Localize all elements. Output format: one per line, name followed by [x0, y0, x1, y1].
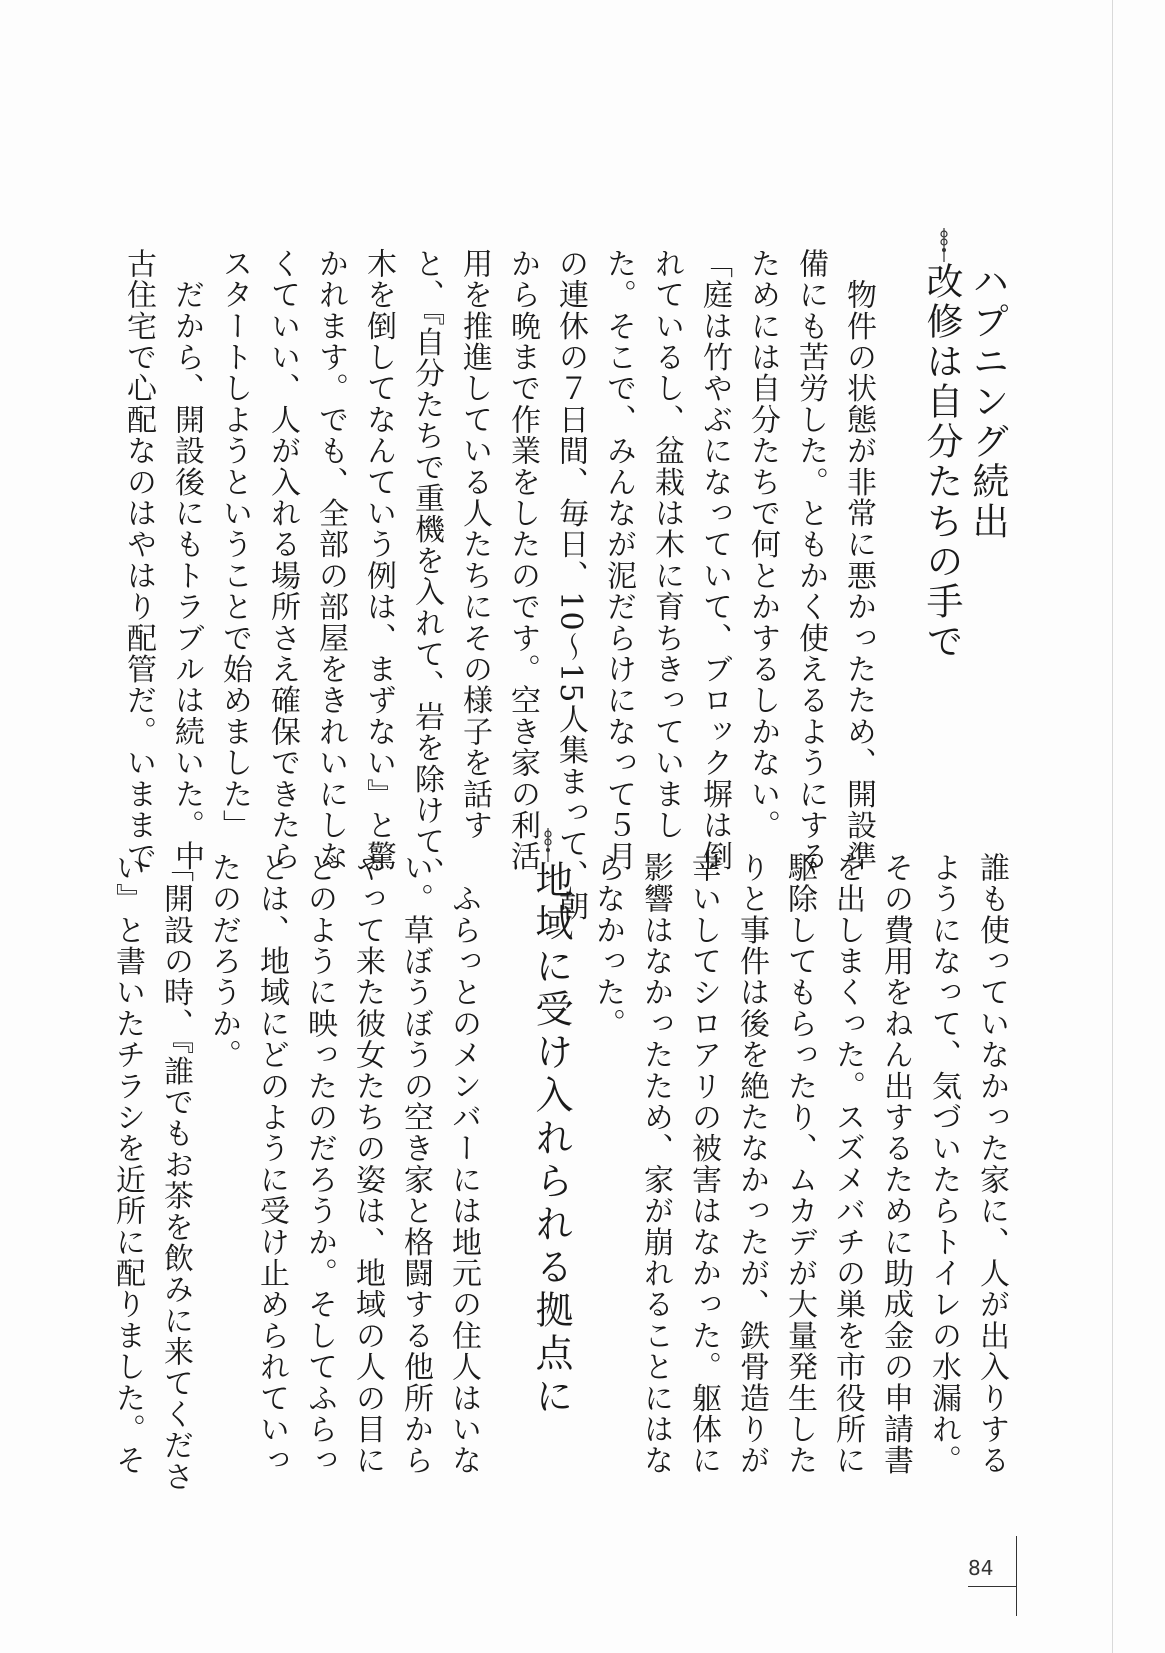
text-line: い』と書いたチラシを近所に配りました。そ — [110, 852, 145, 1476]
text-line: どのように映ったのだろうか。そしてふらっ — [302, 852, 337, 1476]
heading-1-line-1: ハプニング続出 — [966, 262, 1009, 542]
text-line: 「庭は竹やぶになっていて、ブロック塀は倒 — [697, 248, 732, 872]
text-line: 物件の状態が非常に悪かったため、開設準 — [841, 248, 876, 872]
lower-text-block — [110, 852, 1015, 1493]
text-line: ためには自分たちで何とかするしかない。 — [745, 248, 780, 841]
text-line — [487, 852, 535, 1410]
text-line: スタートしようということで始めました」 — [217, 248, 252, 841]
text-line: りと事件は後を絶たなかったが、鉄骨造りが — [734, 852, 769, 1476]
text-line: 「開設の時、『誰でもお茶を飲みに来てくださ — [158, 852, 193, 1493]
text-line: くていい、人が入れる場所さえ確保できたら — [265, 248, 300, 872]
text-line: から晩まで作業をしたのです。空き家の利活 — [505, 248, 540, 872]
text-line: ようになって、気づいたらトイレの水漏れ。 — [926, 852, 961, 1476]
text-line: かれます。でも、全部の部屋をきれいにしな — [313, 248, 348, 872]
text-line: い。草ぼうぼうの空き家と格闘する他所から — [398, 852, 433, 1476]
text-line: 駆除してもらったり、ムカデが大量発生した — [782, 852, 817, 1476]
text-line: を出しまくった。スズメバチの巣を市役所に — [830, 852, 865, 1476]
text-line: その費用をねん出するために助成金の申請書 — [878, 852, 913, 1476]
text-line: 幸いしてシロアリの被害はなかった。躯体に — [686, 852, 721, 1476]
text-line: 木を倒してなんていう例は、まずない』と驚 — [361, 248, 396, 872]
text-line: た。そこで、みんなが泥だらけになって５月 — [601, 248, 636, 872]
section-heading-1 — [914, 262, 1010, 682]
text-line: だから、開設後にもトラブルは続いた。中 — [169, 248, 204, 872]
text-line: ふらっとのメンバーには地元の住人はいな — [446, 852, 481, 1476]
text-line: とは、地域にどのように受け止められていっ — [254, 852, 289, 1476]
text-line: らなかった。 — [590, 852, 625, 1040]
heading-ornament-icon — [924, 228, 964, 262]
text-line: れているし、盆栽は木に育ちきっていまし — [649, 248, 684, 841]
text-line: 備にも苦労した。ともかく使えるようにする — [793, 248, 828, 872]
page-number-rule — [1016, 1536, 1017, 1616]
text-line: 影響はなかったため、家が崩れることにはな — [638, 852, 673, 1476]
text-line: たのだろうか。 — [206, 852, 241, 1071]
text-line: と、『自分たちで重機を入れて、岩を除けて、 — [409, 248, 444, 889]
text-line: 誰も使っていなかった家に、人が出入りする — [974, 852, 1009, 1476]
upper-text-block — [110, 248, 882, 922]
text-line: 古住宅で心配なのはやはり配管だ。いままで — [121, 248, 156, 872]
section-heading-2: 地域に受け入れられる拠点に — [529, 860, 573, 1419]
page-number-rule — [968, 1586, 1016, 1587]
text-line — [535, 852, 583, 1410]
text-line: 用を推進している人たちにその様子を話す — [457, 248, 492, 841]
text-line: の連休の７日間、毎日、10～15人集まって、朝 — [553, 248, 588, 922]
page-number: 84 — [968, 1556, 994, 1580]
page-margin-rule — [1112, 0, 1113, 1653]
text-line: やって来た彼女たちの姿は、地域の人の目に — [350, 852, 385, 1476]
heading-1-line-2: 改修は自分たちの手で — [920, 262, 963, 662]
page-number-area — [968, 1532, 1028, 1622]
